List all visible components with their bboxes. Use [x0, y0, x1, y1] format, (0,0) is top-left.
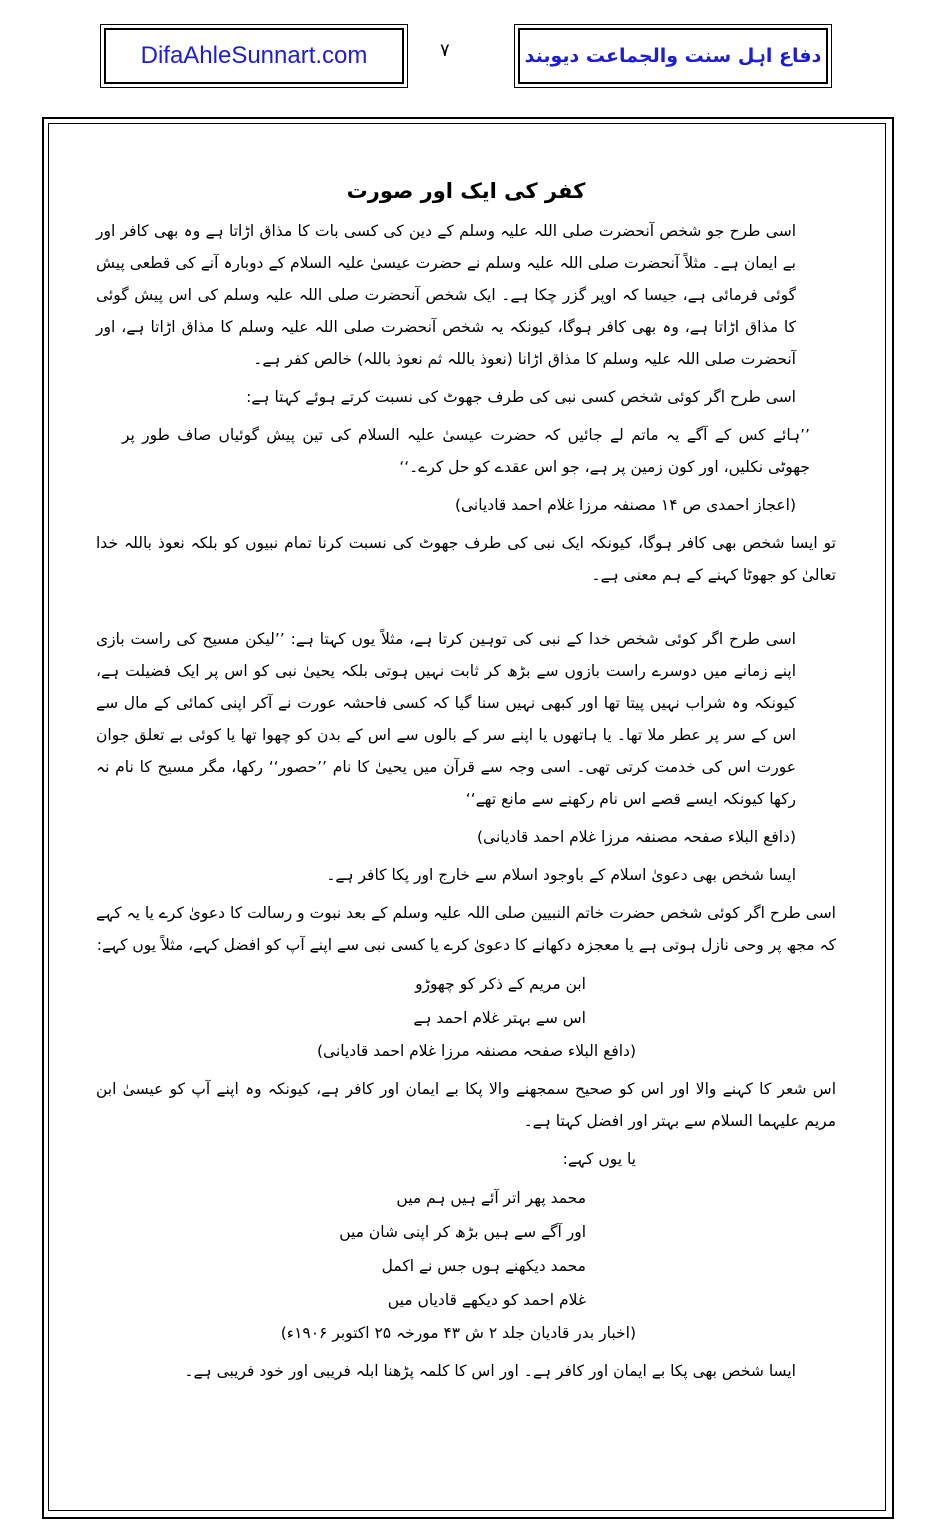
paragraph-6: اسی طرح اگر کوئی شخص حضرت خاتم النبیین صلی اللہ علیہ وسلم کے بعد نبوت و رسالت کا دعویٰ کرے یا یہ کہے کہ مجھ پر وحی نازل ہوتی ہے یا معجزہ دکھانے کا دعویٰ کرے یا کسی نبی سے اپنے آپ کو افضل کہے، مثلاً یوں کہے:: [96, 904, 836, 954]
poem-line: محمد دیکھنے ہوں جس نے اکمل: [381, 1257, 586, 1275]
paragraph-1: اسی طرح جو شخص آنحضرت صلی اللہ علیہ وسلم کے دین کی کسی بات کا مذاق اڑاتا ہے وہ بھی کافر اور بے ایمان ہے۔ مثلاً آنحضرت صلی اللہ علیہ وسلم نے حضرت عیسیٰ علیہ السلام کے دوبارہ آنے کی قطعی پیش گوئی فرمائی ہے، جیسا کہ اوپر گزر چکا ہے۔ ایک شخص آنحضرت صلی اللہ علیہ وسلم کی اس پیش گوئی کا مذاق اڑاتا ہے، وہ بھی کافر ہوگا، کیونکہ یہ شخص آنحضرت صلی اللہ علیہ وسلم کا مذاق اڑاتا ہے، اور آنحضرت صلی اللہ علیہ وسلم کا مذاق اڑانا (نعوذ باللہ ثم نعوذ باللہ) خالص کفر ہے۔: [96, 222, 796, 368]
website-url[interactable]: DifaAhleSunnart.com: [140, 42, 368, 69]
poem-1: [96, 967, 836, 1035]
publication-name: دفاع اہل سنت والجماعت دیوبند: [524, 45, 822, 67]
poem-2: [96, 1181, 836, 1317]
reference-4: (اخبار بدر قادیان جلد ۲ ش ۴۳ مورخہ ۲۵ اکتوبر ۱۹۰۶ء): [280, 1324, 636, 1342]
poem-line: اس سے بہتر غلام احمد ہے: [413, 1009, 586, 1027]
paragraph-7: اس شعر کا کہنے والا اور اس کو صحیح سمجھنے والا پکا بے ایمان اور کافر ہے، کیونکہ وہ اپنے آپ کو عیسیٰ ابن مریم علیہما السلام سے بہتر اور افضل کہتا ہے۔: [96, 1080, 836, 1130]
page-number: ۷: [440, 40, 450, 61]
reference-3: (دافع البلاء صفحہ مصنفہ مرزا غلام احمد قادیانی): [316, 1042, 636, 1060]
paragraph-2: اسی طرح اگر کوئی شخص کسی نبی کی طرف جھوٹ کی نسبت کرتے ہوئے کہتا ہے:: [246, 388, 796, 406]
paragraph-5: ایسا شخص بھی دعویٰ اسلام کے باوجود اسلام سے خارج اور پکا کافر ہے۔: [326, 866, 796, 884]
poem-line: محمد پھر اتر آئے ہیں ہم میں: [396, 1189, 586, 1207]
article-body: [96, 165, 836, 1465]
quote-1: ’’ہائے کس کے آگے یہ ماتم لے جائیں کہ حضرت عیسیٰ علیہ السلام کی تین پیش گوئیاں صاف طور پر جھوٹی نکلیں، اور کون زمین پر ہے، جو اس عقدے کو حل کرے۔‘‘: [122, 426, 810, 476]
poem-line: اور آگے سے ہیں بڑھ کر اپنی شان میں: [339, 1223, 586, 1241]
poem-line: ابن مریم کے ذکر کو چھوڑو: [415, 975, 586, 993]
poem-line: غلام احمد کو دیکھے قادیاں میں: [387, 1291, 586, 1309]
paragraph-9: ایسا شخص بھی پکا بے ایمان اور کافر ہے۔ اور اس کا کلمہ پڑھنا ابلہ فریبی اور خود فریبی ہے۔: [184, 1362, 796, 1380]
reference-2: (دافع البلاء صفحہ مصنفہ مرزا غلام احمد قادیانی): [476, 828, 796, 846]
spacer: [96, 597, 836, 623]
article-title: کفر کی ایک اور صورت: [346, 179, 586, 203]
reference-1: (اعجاز احمدی ص ۱۴ مصنفہ مرزا غلام احمد قادیانی): [454, 496, 796, 514]
publication-header-box: [518, 28, 828, 84]
paragraph-3: تو ایسا شخص بھی کافر ہوگا، کیونکہ ایک نبی کی طرف جھوٹ کی نسبت کرنا تمام نبیوں کو بلکہ نعوذ باللہ خدا تعالیٰ کو جھوٹا کہنے کے ہم معنی ہے۔: [96, 534, 836, 584]
paragraph-8: یا یوں کہے:: [562, 1150, 636, 1168]
website-header-box: [104, 28, 404, 84]
paragraph-4: اسی طرح اگر کوئی شخص خدا کے نبی کی توہین کرتا ہے، مثلاً یوں کہتا ہے: ’’لیکن مسیح کی راست بازی اپنے زمانے میں دوسرے راست بازوں سے بڑھ کر ثابت نہیں ہوتی بلکہ یحییٰ نبی کو اس پر ایک فضیلت ہے، کیونکہ وہ شراب نہیں پیتا تھا اور کبھی نہیں سنا گیا کہ کسی فاحشہ عورت نے آکر اپنی کمائی کے مال سے اس کے سر پر عطر ملا تھا۔ یا ہاتھوں یا اپنے سر کے بالوں سے اس کے بدن کو چھوا تھا یا کوئی بے تعلق جوان عورت اس کی خدمت کرتی تھی۔ اسی وجہ سے قرآن میں یحییٰ کا نام ’’حصور‘‘ رکھا، مگر مسیح کا نام نہ رکھا کیونکہ ایسے قصے اس نام رکھنے سے مانع تھے‘‘: [96, 630, 796, 808]
